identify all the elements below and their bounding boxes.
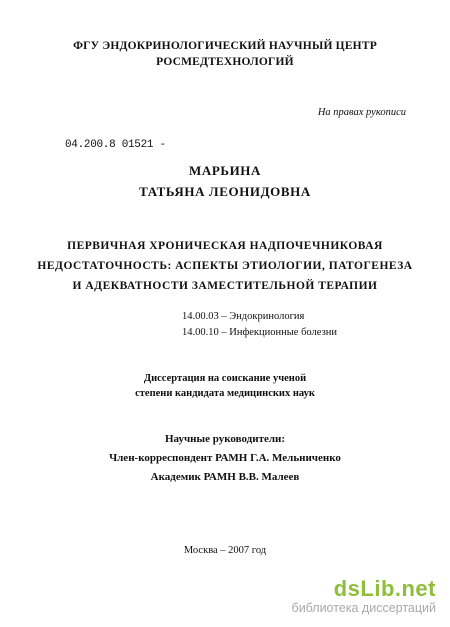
- supervisors-heading: Научные руководители:: [164, 433, 286, 445]
- title-line-2: НЕДОСТАТОЧНОСТЬ: АСПЕКТЫ ЭТИОЛОГИИ, ПАТОГЕНЕЗА: [37, 260, 413, 272]
- dslib-watermark: [292, 577, 436, 616]
- supervisor-2: Академик РАМН В.В. Малеев: [150, 471, 300, 483]
- rights-note: На правах рукописи: [317, 107, 406, 118]
- author-surname: МАРЬИНА: [188, 163, 261, 178]
- author-given-names: ТАТЬЯНА ЛЕОНИДОВНА: [139, 184, 311, 199]
- place-and-year: Москва – 2007 год: [183, 545, 267, 556]
- watermark-subtitle: библиотека диссертаций: [291, 601, 436, 615]
- title-line-3: И АДЕКВАТНОСТИ ЗАМЕСТИТЕЛЬНОЙ ТЕРАПИИ: [72, 280, 378, 292]
- organization-line-1: ФГУ ЭНДОКРИНОЛОГИЧЕСКИЙ НАУЧНЫЙ ЦЕНТР: [73, 40, 377, 52]
- specialty-1: 14.00.03 – Эндокринология: [182, 311, 305, 322]
- supervisor-1: Член-корреспондент РАМН Г.А. Мельниченко: [109, 452, 341, 464]
- organization-line-2: РОСМЕДТЕХНОЛОГИЙ: [156, 56, 294, 68]
- title-line-1: ПЕРВИЧНАЯ ХРОНИЧЕСКАЯ НАДПОЧЕЧНИКОВАЯ: [67, 240, 383, 252]
- dissertation-line-2: степени кандидата медицинских наук: [135, 388, 315, 399]
- specialty-2: 14.00.10 – Инфекционные болезни: [182, 327, 337, 338]
- dissertation-line-1: Диссертация на соискание ученой: [143, 373, 307, 384]
- catalog-code: 04.200.8 01521 -: [65, 139, 166, 151]
- watermark-logo: dsLib.net: [333, 576, 436, 601]
